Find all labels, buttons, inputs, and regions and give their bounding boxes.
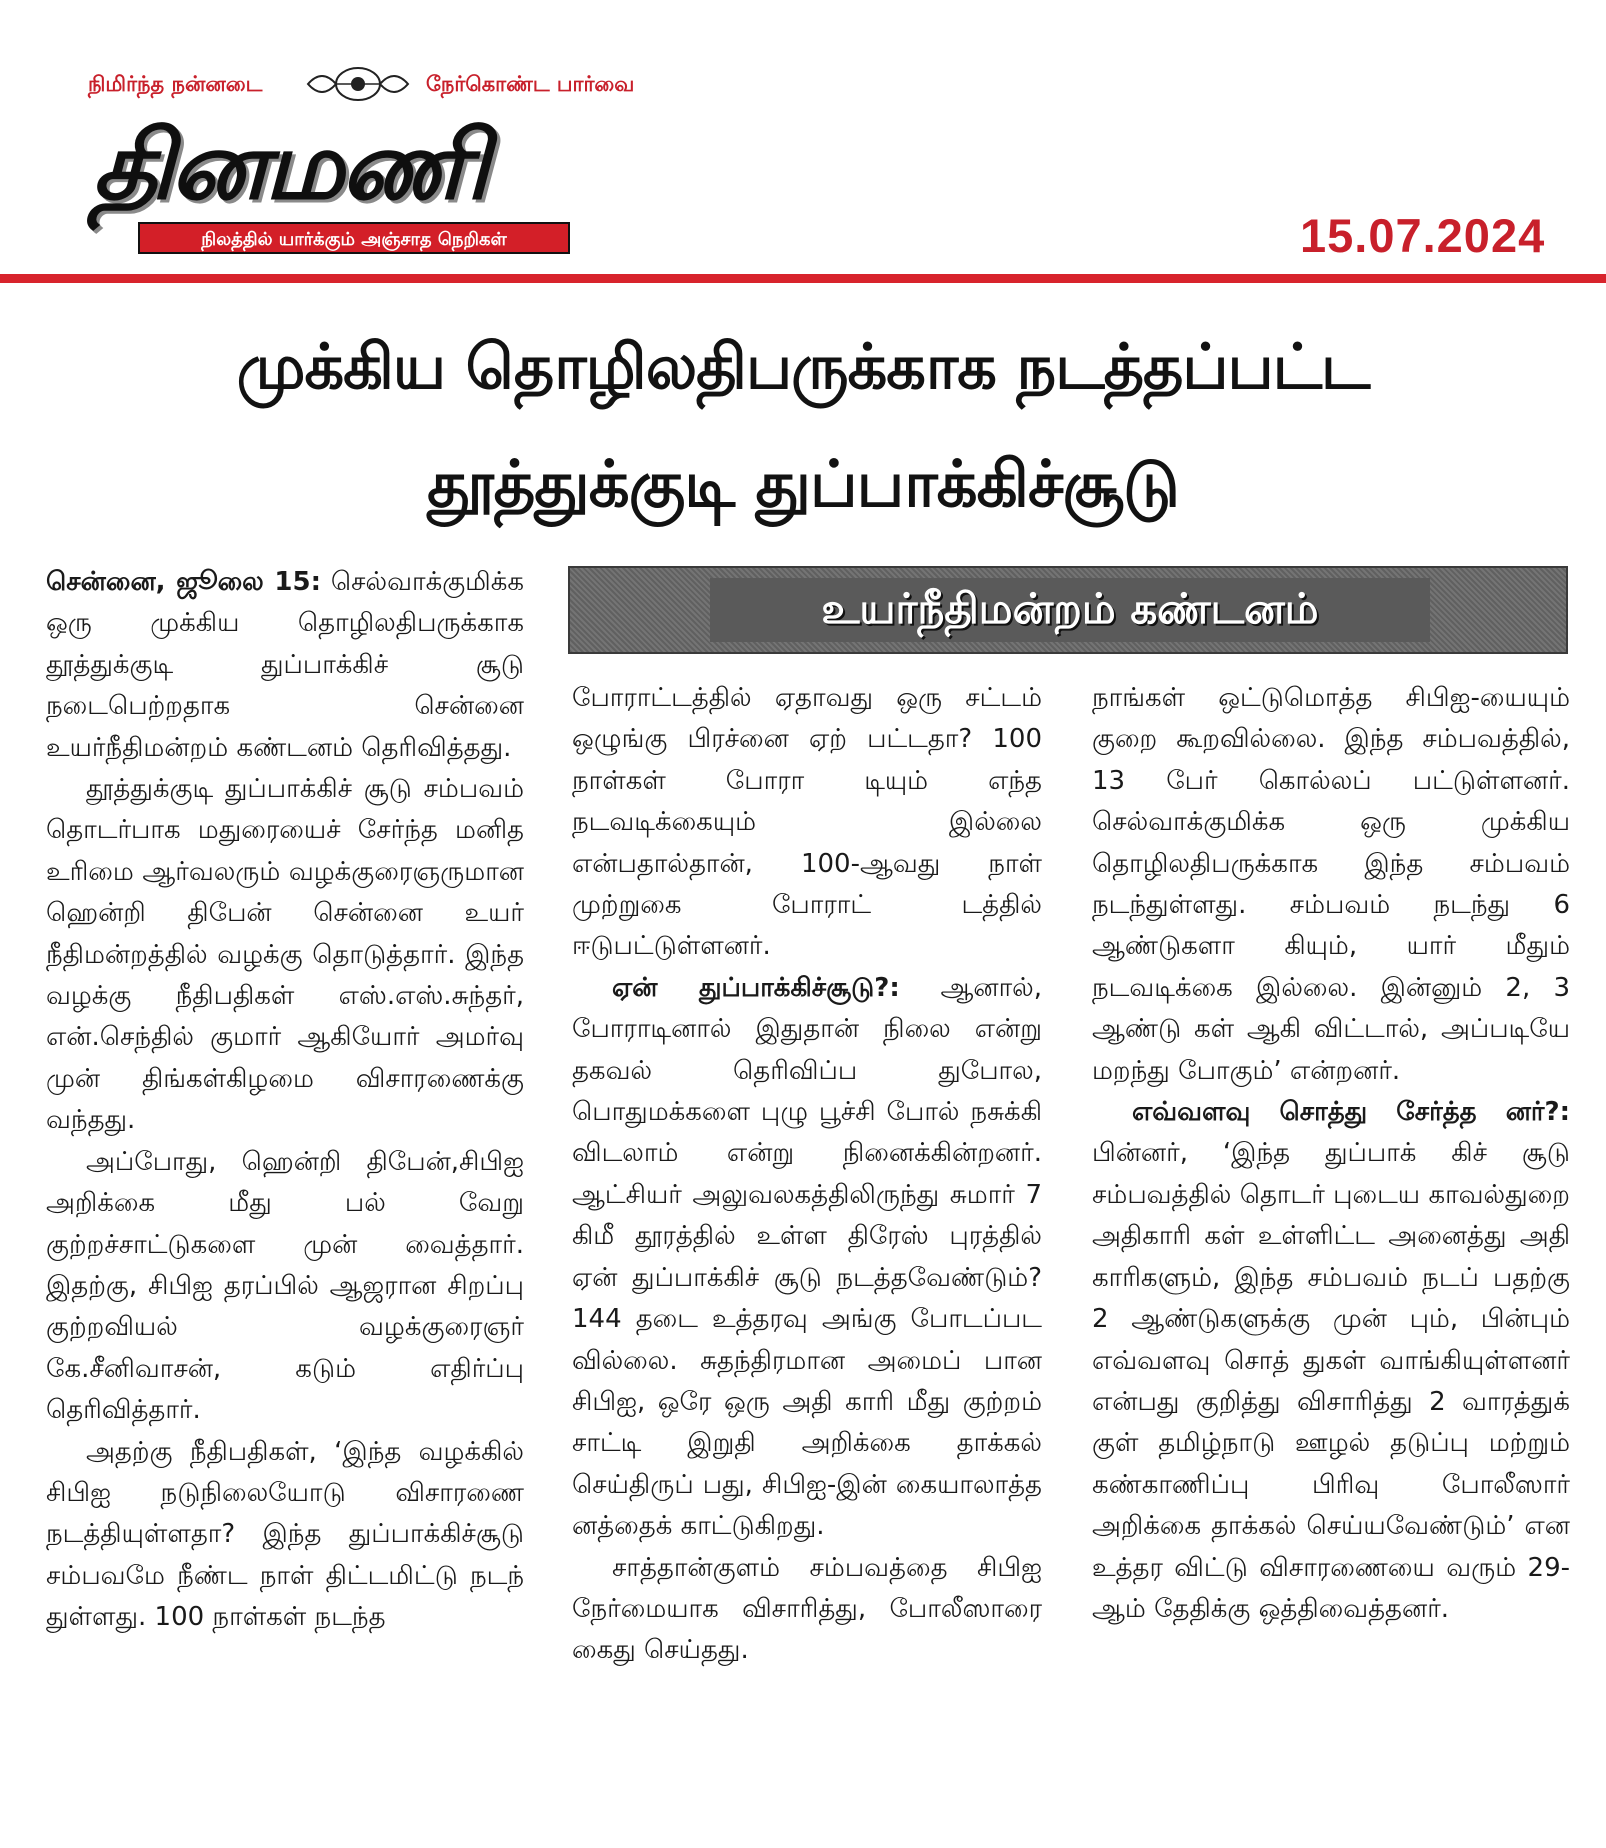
paragraph: நாங்கள் ஒட்டுமொத்த சிபிஐ-யையும் குறை கூறவில்லை. இந்த சம்பவத்தில், 13 பேர் கொல்லப் பட்டுள்ளனர். செல்வாக்குமிக்க ஒரு முக்கிய தொழிலதிபருக்காக இந்த சம்பவம் நடந்துள்ளது. சம்பவம் நடந்து 6 ஆண்டுகளா கியும், யார் மீதும் நடவடிக்கை இல்லை. இன்னும் 2, 3 ஆண்டு கள் ஆகி விட்டால், அப்படியே மறந்து போகும்’ என்றனர். — [1092, 683, 1570, 1086]
emblem-icon — [300, 62, 416, 104]
issue-date: 15.07.2024 — [1300, 209, 1546, 262]
paragraph: போராட்டத்தில் ஏதாவது ஒரு சட்டம் ஒழுங்கு பிரச்னை ஏற் பட்டதா? 100 நாள்கள் போரா டியும் எந்த நடவடிக்கையும் இல்லை என்பதால்தான், 100-ஆவது நாள் முற்றுகை போராட் டத்தில் ஈடுபட்டுள்ளனர். — [572, 683, 1042, 962]
paragraph: அப்போது, ஹென்றி திபேன்,சிபிஐ அறிக்கை மீது பல் வேறு குற்றச்சாட்டுகளை முன் வைத்தார். இதற்கு, சிபிஐ தரப்பில் ஆஜரான சிறப்பு குற்றவியல் வழக்குரைஞர் கே.சீனிவாசன், கடும் எதிர்ப்பு தெரிவித்தார். — [46, 1146, 524, 1426]
banner-text: உயர்நீதிமன்றம் கண்டனம் — [710, 578, 1430, 642]
tagline: நிலத்தில் யார்க்கும் அஞ்சாத நெறிகள் — [138, 222, 570, 254]
section-subhead: ஏன் துப்பாக்கிச்சூடு?: — [612, 972, 900, 1003]
article-column-1 — [46, 562, 524, 1639]
paragraph: பின்னர், ‘இந்த துப்பாக் கிச் சூடு சம்பவத்தில் தொடர் புடைய காவல்துறை அதிகாரி கள் உள்ளிட்ட அனைத்து அதி காரிகளும், இந்த சம்பவம் நடப் பதற்கு 2 ஆண்டுகளுக்கு முன் பும், பின்பும் எவ்வளவு சொத் துகள் வாங்கியுள்ளனர் என்பது குறித்து விசாரித்து 2 வாரத்துக் குள் தமிழ்நாடு ஊழல் தடுப்பு மற்றும் கண்காணிப்பு பிரிவு போலீஸார் அறிக்கை தாக்கல் செய்யவேண்டும்’ என உத்தர விட்டு விசாரணையை வரும் 29-ஆம் தேதிக்கு ஒத்திவைத்தனர். — [1092, 1138, 1570, 1624]
section-subhead: எவ்வளவு சொத்து சேர்த்த னர்?: — [1132, 1097, 1570, 1128]
subheading-banner — [568, 566, 1568, 654]
motto-left: நிமிர்ந்த நன்னடை — [88, 72, 263, 96]
logo-text: தினமணி — [92, 112, 486, 221]
paragraph: செல்வாக்குமிக்க ஒரு முக்கிய தொழிலதிபருக்காக தூத்துக்குடி துப்பாக்கிச் சூடு நடைபெற்றதாக சென்னை உயர்நீதிமன்றம் கண்டனம் தெரிவித்தது. — [46, 567, 525, 763]
article-column-3 — [1092, 678, 1570, 1630]
headline-line-2: தூத்துக்குடி துப்பாக்கிச்சூடு — [427, 448, 1179, 522]
masthead — [0, 0, 1606, 285]
headline-line-1: முக்கிய தொழிலதிபருக்காக நடத்தப்பட்ட — [236, 330, 1370, 403]
paragraph: ஆனால், போராடினால் இதுதான் நிலை என்று தகவல் தெரிவிப்ப துபோல, பொதுமக்களை புழு பூச்சி போல் நசுக்கி விடலாம் என்று நினைக்கின்றனர். ஆட்சியர் அலுவலகத்திலிருந்து சுமார் 7 கிமீ தூரத்தில் உள்ள திரேஸ் புரத்தில் ஏன் துப்பாக்கிச் சூடு நடத்தவேண்டும்? 144 தடை உத்தரவு அங்கு போடப்பட வில்லை. சுதந்திரமான அமைப் பான சிபிஐ, ஒரே ஒரு அதி காரி மீது குற்றம் சாட்டி இறுதி அறிக்கை தாக்கல் செய்திருப் பது, சிபிஐ-இன் கையாலாத்த னத்தைக் காட்டுகிறது. — [572, 972, 1042, 1542]
motto-right: நேர்கொண்ட பார்வை — [426, 72, 635, 96]
dateline: சென்னை, ஜூலை 15: — [46, 567, 322, 597]
paragraph: அதற்கு நீதிபதிகள், ‘இந்த வழக்கில் சிபிஐ நடுநிலையோடு விசாரணை நடத்தியுள்ளதா? இந்த துப்பாக்கிச்சூடு சம்பவமே நீண்ட நாள் திட்டமிட்டு நடந் துள்ளது. 100 நாள்கள் நடந்த — [46, 1436, 524, 1633]
masthead-rule — [0, 274, 1606, 283]
paragraph: தூத்துக்குடி துப்பாக்கிச் சூடு சம்பவம் தொடர்பாக மதுரையைச் சேர்ந்த மனித உரிமை ஆர்வலரும் வழக்குரைஞருமான ஹென்றி திபேன் சென்னை உயர் நீதிமன்றத்தில் வழக்கு தொடுத்தார். இந்த வழக்கு நீதிபதிகள் எஸ்.எஸ்.சுந்தர், என்.செந்தில் குமார் ஆகியோர் அமர்வு முன் திங்கள்கிழமை விசாரணைக்கு வந்தது. — [46, 774, 524, 1136]
newspaper-logo — [92, 112, 588, 228]
article-column-2 — [572, 678, 1042, 1672]
paragraph: சாத்தான்குளம் சம்பவத்தை சிபிஐ நேர்மையாக விசாரித்து, போலீஸாரை கைது செய்தது. — [572, 1552, 1042, 1666]
